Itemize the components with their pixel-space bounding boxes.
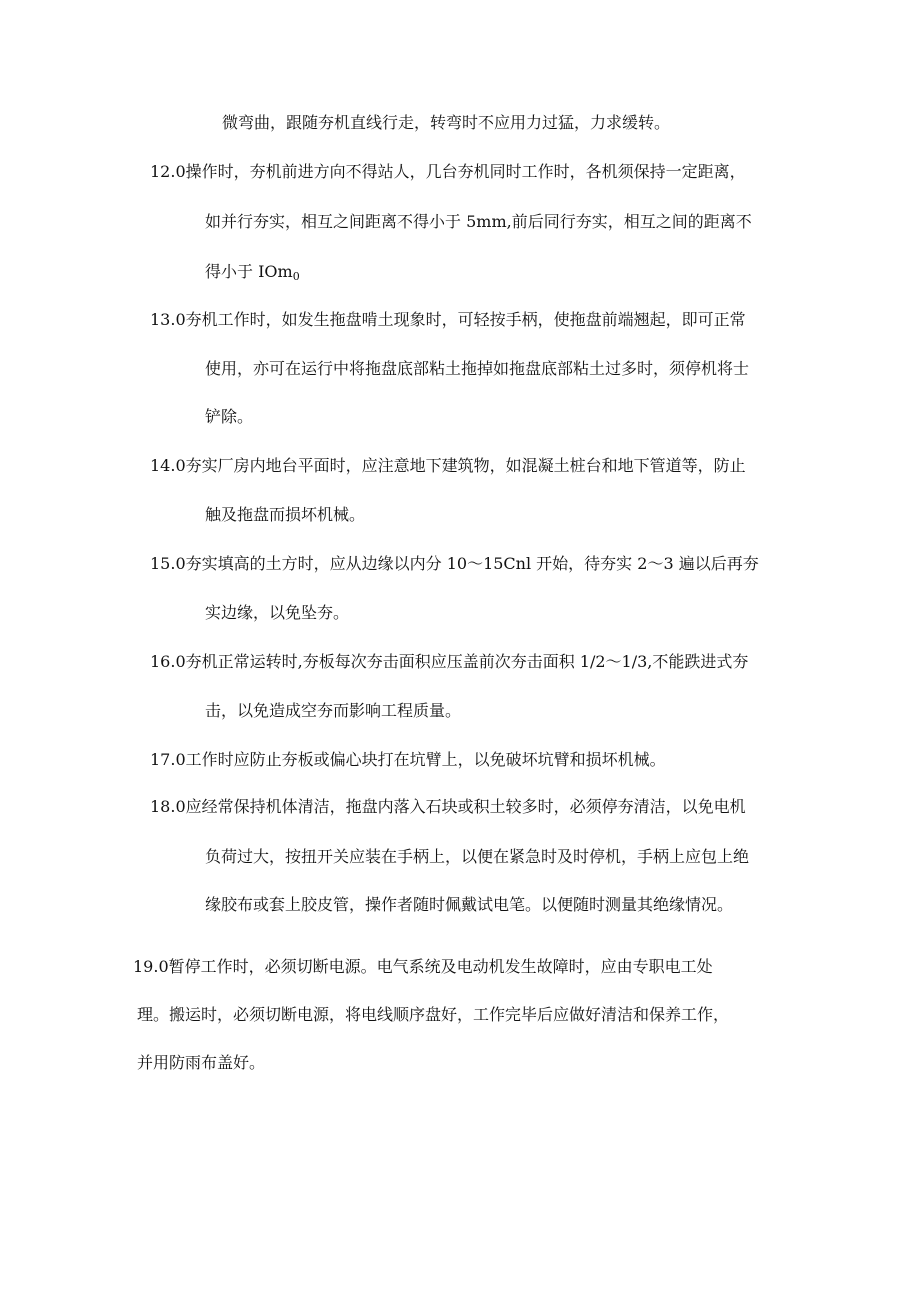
item-text: 并用防雨布盖好。 — [137, 1053, 266, 1072]
item-text: 夯机正常运转时,夯板每次夯击面积应压盖前次夯击面积 1/2～1/3,不能跌进式夯 — [185, 652, 749, 671]
item-17-line-1 — [150, 750, 666, 770]
item-12-line-1 — [150, 162, 746, 182]
item-number: 12.0 — [150, 162, 186, 181]
item-text: 操作时，夯机前进方向不得站人，几台夯机同时工作时，各机须保持一定距离， — [185, 162, 746, 181]
item-19-line-1 — [133, 957, 713, 977]
item-number: 19.0 — [133, 957, 169, 976]
item-number: 17.0 — [150, 750, 186, 769]
item-13-line-2 — [205, 359, 749, 379]
item-number: 16.0 — [150, 652, 186, 671]
item-19-line-3 — [137, 1053, 265, 1073]
item-19-line-2 — [137, 1005, 729, 1025]
item-14-line-2 — [205, 505, 365, 525]
item-18-line-2 — [205, 847, 749, 867]
item-13-line-1 — [150, 310, 746, 330]
item-number: 18.0 — [150, 797, 186, 816]
item-16-line-1 — [150, 652, 748, 672]
item-12-line-3 — [205, 262, 300, 287]
item-text: 暂停工作时，必须切断电源。电气系统及电动机发生故障时，应由专职电工处 — [168, 957, 713, 976]
item-text: 理。搬运时，必须切断电源，将电线顺序盘好，工作完毕后应做好清洁和保养工作， — [137, 1005, 730, 1024]
item-text: 应经常保持机体清洁，拖盘内落入石块或积土较多时，必须停夯清洁，以免电机 — [185, 797, 746, 816]
item-18-line-1 — [150, 797, 746, 817]
item-number: 14.0 — [150, 456, 186, 475]
item-12-line-2 — [205, 212, 752, 232]
item-text: 铲除。 — [205, 407, 254, 426]
item-text: 夯实厂房内地台平面时，应注意地下建筑物，如混凝土桩台和地下管道等，防止 — [185, 456, 746, 475]
item-14-line-1 — [150, 456, 746, 476]
item-18-line-3 — [205, 895, 733, 915]
item-text: 使用，亦可在运行中将拖盘底部粘土拖掉如拖盘底部粘土过多时，须停机将士 — [205, 359, 750, 378]
item-text: 夯实填高的土方时，应从边缘以内分 10～15Cnl 开始，待夯实 2～3 遍以后再夯 — [185, 554, 759, 573]
item-number: 13.0 — [150, 310, 186, 329]
item-text: 如并行夯实，相互之间距离不得小于 5mm,前后同行夯实，相互之间的距离不 — [205, 212, 752, 231]
item-number: 15.0 — [150, 554, 186, 573]
item-text: 缘胶布或套上胶皮管，操作者随时佩戴试电笔。以便随时测量其绝缘情况。 — [205, 895, 734, 914]
item-13-line-3 — [205, 407, 253, 427]
item-text: 工作时应防止夯板或偏心块打在坑臂上，以免破坏坑臂和损坏机械。 — [185, 750, 666, 769]
item-text: 负荷过大，按扭开关应装在手柄上，以便在紧急时及时停机，手柄上应包上绝 — [205, 847, 750, 866]
item-text: 实边缘，以免坠夯。 — [205, 603, 350, 622]
item-text: 击，以免造成空夯而影响工程质量。 — [205, 701, 462, 720]
item-text: 触及拖盘而损坏机械。 — [205, 505, 366, 524]
item-15-line-1 — [150, 554, 759, 574]
item-subscript: 0 — [292, 270, 300, 283]
item-text: 夯机工作时，如发生拖盘啃土现象时，可轻按手柄，使拖盘前端翘起，即可正常 — [185, 310, 746, 329]
continuation-text: 微弯曲，跟随夯机直线行走，转弯时不应用力过猛，力求缓转。 — [222, 113, 671, 132]
continuation-line — [222, 113, 670, 133]
item-15-line-2 — [205, 603, 349, 623]
item-text: 得小于 IOm — [205, 262, 293, 281]
item-16-line-2 — [205, 701, 461, 721]
